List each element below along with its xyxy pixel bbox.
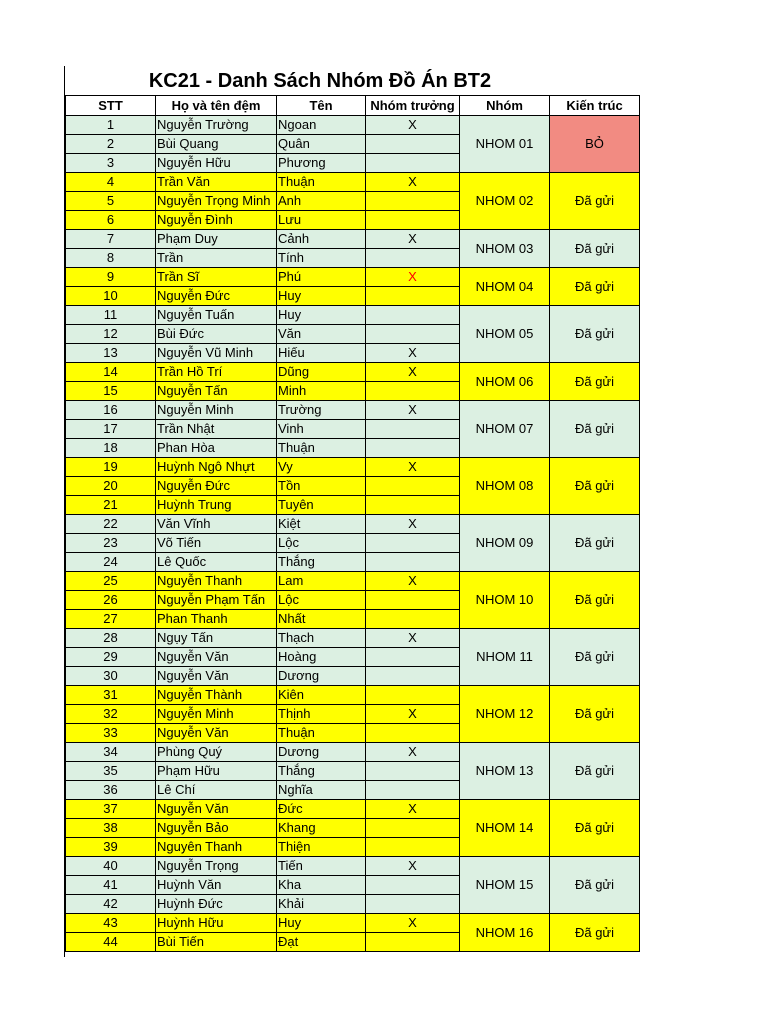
- cell-nhom[interactable]: NHOM 15: [460, 857, 550, 914]
- cell-nhom-truong[interactable]: X: [366, 458, 460, 477]
- cell-stt[interactable]: 10: [66, 287, 156, 306]
- cell-ho-ten-dem[interactable]: Võ Tiến: [156, 534, 277, 553]
- cell-kien-truc[interactable]: BỎ: [550, 116, 640, 173]
- cell-nhom-truong[interactable]: [366, 420, 460, 439]
- cell-ten[interactable]: Khải: [277, 895, 366, 914]
- cell-ho-ten-dem[interactable]: Trần Văn: [156, 173, 277, 192]
- cell-ho-ten-dem[interactable]: Nguyên Thanh: [156, 838, 277, 857]
- cell-stt[interactable]: 44: [66, 933, 156, 952]
- cell-ho-ten-dem[interactable]: Nguyễn Đình: [156, 211, 277, 230]
- cell-ho-ten-dem[interactable]: Phùng Quý: [156, 743, 277, 762]
- cell-stt[interactable]: 21: [66, 496, 156, 515]
- group-table: [65, 95, 640, 952]
- cell-ho-ten-dem[interactable]: Phan Thanh: [156, 610, 277, 629]
- table-row: [66, 800, 640, 819]
- cell-stt[interactable]: 32: [66, 705, 156, 724]
- table-row: [66, 363, 640, 382]
- cell-ten[interactable]: Lam: [277, 572, 366, 591]
- cell-nhom-truong[interactable]: [366, 154, 460, 173]
- table-row: [66, 116, 640, 135]
- cell-ten[interactable]: Phương: [277, 154, 366, 173]
- cell-nhom-truong[interactable]: [366, 819, 460, 838]
- cell-ho-ten-dem[interactable]: Huỳnh Văn: [156, 876, 277, 895]
- cell-ho-ten-dem[interactable]: Nguyễn Thanh: [156, 572, 277, 591]
- cell-nhom-truong[interactable]: [366, 686, 460, 705]
- cell-ten[interactable]: Quân: [277, 135, 366, 154]
- cell-nhom[interactable]: NHOM 16: [460, 914, 550, 952]
- cell-ten[interactable]: Huy: [277, 306, 366, 325]
- cell-stt[interactable]: 12: [66, 325, 156, 344]
- cell-ho-ten-dem[interactable]: Nguyễn Hữu: [156, 154, 277, 173]
- cell-ho-ten-dem[interactable]: Bùi Đức: [156, 325, 277, 344]
- cell-kien-truc[interactable]: Đã gửi: [550, 686, 640, 743]
- cell-nhom-truong[interactable]: X: [366, 857, 460, 876]
- cell-nhom-truong[interactable]: [366, 135, 460, 154]
- cell-nhom[interactable]: NHOM 02: [460, 173, 550, 230]
- cell-ten[interactable]: Ngoan: [277, 116, 366, 135]
- table-row: [66, 230, 640, 249]
- cell-ten[interactable]: Kha: [277, 876, 366, 895]
- table-row: [66, 857, 640, 876]
- cell-ho-ten-dem[interactable]: Nguyễn Phạm Tấn: [156, 591, 277, 610]
- cell-nhom-truong[interactable]: X: [366, 116, 460, 135]
- cell-stt[interactable]: 4: [66, 173, 156, 192]
- cell-ten[interactable]: Thịnh: [277, 705, 366, 724]
- cell-ten[interactable]: Trường: [277, 401, 366, 420]
- cell-nhom-truong[interactable]: X: [366, 363, 460, 382]
- table-row: [66, 401, 640, 420]
- cell-nhom-truong[interactable]: X: [366, 344, 460, 363]
- cell-stt[interactable]: 1: [66, 116, 156, 135]
- cell-nhom-truong[interactable]: [366, 895, 460, 914]
- cell-nhom[interactable]: NHOM 11: [460, 629, 550, 686]
- cell-ten[interactable]: Phú: [277, 268, 366, 287]
- cell-stt[interactable]: 34: [66, 743, 156, 762]
- cell-ho-ten-dem[interactable]: Bùi Tiến: [156, 933, 277, 952]
- cell-ho-ten-dem[interactable]: Nguyễn Văn: [156, 648, 277, 667]
- cell-kien-truc[interactable]: Đã gửi: [550, 268, 640, 306]
- cell-ten[interactable]: Tuyên: [277, 496, 366, 515]
- cell-nhom-truong[interactable]: X: [366, 230, 460, 249]
- cell-ten[interactable]: Kiệt: [277, 515, 366, 534]
- cell-nhom-truong[interactable]: X: [366, 800, 460, 819]
- cell-ten[interactable]: Dũng: [277, 363, 366, 382]
- cell-stt[interactable]: 38: [66, 819, 156, 838]
- cell-stt[interactable]: 2: [66, 135, 156, 154]
- cell-kien-truc[interactable]: Đã gửi: [550, 458, 640, 515]
- cell-ten[interactable]: Đạt: [277, 933, 366, 952]
- cell-stt[interactable]: 11: [66, 306, 156, 325]
- cell-ho-ten-dem[interactable]: Nguyễn Trọng: [156, 857, 277, 876]
- cell-ten[interactable]: Lưu: [277, 211, 366, 230]
- cell-stt[interactable]: 30: [66, 667, 156, 686]
- cell-ten[interactable]: Thuận: [277, 724, 366, 743]
- cell-nhom-truong[interactable]: X: [366, 705, 460, 724]
- cell-stt[interactable]: 40: [66, 857, 156, 876]
- cell-ho-ten-dem[interactable]: Huỳnh Hữu: [156, 914, 277, 933]
- cell-ho-ten-dem[interactable]: Nguyễn Văn: [156, 800, 277, 819]
- cell-stt[interactable]: 3: [66, 154, 156, 173]
- table-row: [66, 743, 640, 762]
- cell-ten[interactable]: Khang: [277, 819, 366, 838]
- table-row: [66, 173, 640, 192]
- cell-nhom-truong[interactable]: X: [366, 515, 460, 534]
- cell-nhom[interactable]: NHOM 08: [460, 458, 550, 515]
- table-row: [66, 914, 640, 933]
- table-row: [66, 572, 640, 591]
- cell-nhom-truong[interactable]: X: [366, 173, 460, 192]
- cell-ten[interactable]: Đức: [277, 800, 366, 819]
- cell-stt[interactable]: 25: [66, 572, 156, 591]
- cell-stt[interactable]: 33: [66, 724, 156, 743]
- cell-ten[interactable]: Tiến: [277, 857, 366, 876]
- cell-ten[interactable]: Huy: [277, 914, 366, 933]
- cell-ho-ten-dem[interactable]: Nguyễn Minh: [156, 401, 277, 420]
- cell-nhom[interactable]: NHOM 01: [460, 116, 550, 173]
- cell-kien-truc[interactable]: Đã gửi: [550, 743, 640, 800]
- cell-nhom[interactable]: NHOM 09: [460, 515, 550, 572]
- header-row: [66, 96, 640, 116]
- cell-ten[interactable]: Hiếu: [277, 344, 366, 363]
- cell-ho-ten-dem[interactable]: Nguyễn Văn: [156, 667, 277, 686]
- cell-kien-truc[interactable]: Đã gửi: [550, 857, 640, 914]
- cell-ten[interactable]: Thắng: [277, 553, 366, 572]
- cell-nhom-truong[interactable]: [366, 439, 460, 458]
- cell-ho-ten-dem[interactable]: Nguyễn Trọng Minh: [156, 192, 277, 211]
- cell-stt[interactable]: 20: [66, 477, 156, 496]
- cell-kien-truc[interactable]: Đã gửi: [550, 401, 640, 458]
- cell-ten[interactable]: Thuận: [277, 173, 366, 192]
- cell-ten[interactable]: Hoàng: [277, 648, 366, 667]
- cell-stt[interactable]: 37: [66, 800, 156, 819]
- cell-nhom-truong[interactable]: [366, 534, 460, 553]
- cell-ten[interactable]: Nghĩa: [277, 781, 366, 800]
- cell-ten[interactable]: Lộc: [277, 534, 366, 553]
- cell-nhom-truong[interactable]: X: [366, 268, 460, 287]
- cell-nhom[interactable]: NHOM 06: [460, 363, 550, 401]
- cell-ten[interactable]: Nhất: [277, 610, 366, 629]
- cell-nhom-truong[interactable]: [366, 325, 460, 344]
- cell-ho-ten-dem[interactable]: Nguyễn Tuấn: [156, 306, 277, 325]
- cell-stt[interactable]: 9: [66, 268, 156, 287]
- cell-ten[interactable]: Lộc: [277, 591, 366, 610]
- cell-kien-truc[interactable]: Đã gửi: [550, 230, 640, 268]
- cell-ten[interactable]: Vinh: [277, 420, 366, 439]
- cell-ten[interactable]: Tồn: [277, 477, 366, 496]
- cell-ho-ten-dem[interactable]: Nguyễn Bảo: [156, 819, 277, 838]
- cell-nhom-truong[interactable]: [366, 553, 460, 572]
- cell-nhom-truong[interactable]: [366, 781, 460, 800]
- cell-stt[interactable]: 27: [66, 610, 156, 629]
- cell-ho-ten-dem[interactable]: Phạm Duy: [156, 230, 277, 249]
- header-nhom[interactable]: Nhóm: [460, 96, 550, 116]
- cell-ho-ten-dem[interactable]: Nguyễn Trường: [156, 116, 277, 135]
- cell-ten[interactable]: Anh: [277, 192, 366, 211]
- cell-ho-ten-dem[interactable]: Phạm Hữu: [156, 762, 277, 781]
- cell-ten[interactable]: Thắng: [277, 762, 366, 781]
- cell-nhom[interactable]: NHOM 10: [460, 572, 550, 629]
- cell-stt[interactable]: 13: [66, 344, 156, 363]
- cell-stt[interactable]: 35: [66, 762, 156, 781]
- cell-ho-ten-dem[interactable]: Trần: [156, 249, 277, 268]
- cell-nhom-truong[interactable]: [366, 591, 460, 610]
- cell-nhom-truong[interactable]: X: [366, 572, 460, 591]
- cell-stt[interactable]: 14: [66, 363, 156, 382]
- cell-nhom-truong[interactable]: X: [366, 401, 460, 420]
- cell-ho-ten-dem[interactable]: Nguyễn Minh: [156, 705, 277, 724]
- cell-ho-ten-dem[interactable]: Nguyễn Vũ Minh: [156, 344, 277, 363]
- cell-stt[interactable]: 28: [66, 629, 156, 648]
- cell-nhom-truong[interactable]: [366, 477, 460, 496]
- cell-stt[interactable]: 39: [66, 838, 156, 857]
- cell-nhom-truong[interactable]: X: [366, 743, 460, 762]
- cell-nhom[interactable]: NHOM 03: [460, 230, 550, 268]
- cell-stt[interactable]: 43: [66, 914, 156, 933]
- cell-ho-ten-dem[interactable]: Nguyễn Văn: [156, 724, 277, 743]
- cell-nhom-truong[interactable]: [366, 838, 460, 857]
- cell-ten[interactable]: Dương: [277, 667, 366, 686]
- cell-kien-truc[interactable]: Đã gửi: [550, 914, 640, 952]
- cell-stt[interactable]: 26: [66, 591, 156, 610]
- cell-ho-ten-dem[interactable]: Huỳnh Ngô Nhựt: [156, 458, 277, 477]
- cell-ten[interactable]: Huy: [277, 287, 366, 306]
- cell-nhom-truong[interactable]: [366, 610, 460, 629]
- cell-ho-ten-dem[interactable]: Lê Chí: [156, 781, 277, 800]
- cell-nhom[interactable]: NHOM 04: [460, 268, 550, 306]
- cell-ho-ten-dem[interactable]: Phan Hòa: [156, 439, 277, 458]
- cell-stt[interactable]: 24: [66, 553, 156, 572]
- cell-ho-ten-dem[interactable]: Trần Nhật: [156, 420, 277, 439]
- cell-nhom-truong[interactable]: [366, 192, 460, 211]
- table-row: [66, 686, 640, 705]
- cell-ho-ten-dem[interactable]: Văn Vĩnh: [156, 515, 277, 534]
- cell-nhom-truong[interactable]: [366, 762, 460, 781]
- cell-ten[interactable]: Thuận: [277, 439, 366, 458]
- cell-nhom-truong[interactable]: [366, 249, 460, 268]
- cell-nhom-truong[interactable]: [366, 211, 460, 230]
- cell-ten[interactable]: Dương: [277, 743, 366, 762]
- cell-ho-ten-dem[interactable]: Nguyễn Tấn: [156, 382, 277, 401]
- cell-nhom-truong[interactable]: X: [366, 914, 460, 933]
- cell-kien-truc[interactable]: Đã gửi: [550, 515, 640, 572]
- cell-nhom-truong[interactable]: [366, 306, 460, 325]
- cell-stt[interactable]: 15: [66, 382, 156, 401]
- cell-stt[interactable]: 29: [66, 648, 156, 667]
- cell-nhom-truong[interactable]: [366, 496, 460, 515]
- cell-nhom-truong[interactable]: X: [366, 629, 460, 648]
- cell-nhom[interactable]: NHOM 07: [460, 401, 550, 458]
- header-nhom-truong[interactable]: Nhóm trưởng: [366, 96, 460, 116]
- table-row: [66, 515, 640, 534]
- cell-stt[interactable]: 7: [66, 230, 156, 249]
- cell-kien-truc[interactable]: Đã gửi: [550, 363, 640, 401]
- cell-ho-ten-dem[interactable]: Trần Hồ Trí: [156, 363, 277, 382]
- cell-stt[interactable]: 23: [66, 534, 156, 553]
- cell-stt[interactable]: 5: [66, 192, 156, 211]
- cell-stt[interactable]: 6: [66, 211, 156, 230]
- cell-nhom[interactable]: NHOM 05: [460, 306, 550, 363]
- cell-ho-ten-dem[interactable]: Bùi Quang: [156, 135, 277, 154]
- cell-nhom-truong[interactable]: [366, 724, 460, 743]
- cell-nhom-truong[interactable]: [366, 382, 460, 401]
- cell-ten[interactable]: Vy: [277, 458, 366, 477]
- cell-ho-ten-dem[interactable]: Lê Quốc: [156, 553, 277, 572]
- cell-ten[interactable]: Thạch: [277, 629, 366, 648]
- header-kien-truc[interactable]: Kiến trúc: [550, 96, 640, 116]
- cell-nhom-truong[interactable]: [366, 648, 460, 667]
- cell-nhom[interactable]: NHOM 13: [460, 743, 550, 800]
- cell-kien-truc[interactable]: Đã gửi: [550, 306, 640, 363]
- table-row: [66, 268, 640, 287]
- table-row: [66, 458, 640, 477]
- cell-stt[interactable]: 22: [66, 515, 156, 534]
- cell-ho-ten-dem[interactable]: Huỳnh Đức: [156, 895, 277, 914]
- cell-nhom[interactable]: NHOM 12: [460, 686, 550, 743]
- cell-nhom[interactable]: NHOM 14: [460, 800, 550, 857]
- cell-stt[interactable]: 8: [66, 249, 156, 268]
- cell-nhom-truong[interactable]: [366, 667, 460, 686]
- cell-kien-truc[interactable]: Đã gửi: [550, 173, 640, 230]
- cell-stt[interactable]: 42: [66, 895, 156, 914]
- cell-nhom-truong[interactable]: [366, 933, 460, 952]
- cell-ho-ten-dem[interactable]: Ngụy Tấn: [156, 629, 277, 648]
- cell-stt[interactable]: 18: [66, 439, 156, 458]
- cell-ten[interactable]: Tính: [277, 249, 366, 268]
- table-row: [66, 306, 640, 325]
- table-body: [66, 116, 640, 952]
- cell-kien-truc[interactable]: Đã gửi: [550, 572, 640, 629]
- sheet-title: KC21 - Danh Sách Nhóm Đồ Án BT2: [148, 70, 492, 92]
- cell-ho-ten-dem[interactable]: Trần Sĩ: [156, 268, 277, 287]
- cell-ten[interactable]: Kiên: [277, 686, 366, 705]
- cell-stt[interactable]: 19: [66, 458, 156, 477]
- header-ho-ten-dem[interactable]: Họ và tên đệm: [156, 96, 277, 116]
- cell-nhom-truong[interactable]: [366, 876, 460, 895]
- header-ten[interactable]: Tên: [277, 96, 366, 116]
- cell-kien-truc[interactable]: Đã gửi: [550, 629, 640, 686]
- cell-ho-ten-dem[interactable]: Nguyễn Đức: [156, 477, 277, 496]
- cell-stt[interactable]: 16: [66, 401, 156, 420]
- cell-stt[interactable]: 31: [66, 686, 156, 705]
- cell-kien-truc[interactable]: Đã gửi: [550, 800, 640, 857]
- header-stt[interactable]: STT: [66, 96, 156, 116]
- cell-ten[interactable]: Minh: [277, 382, 366, 401]
- cell-ten[interactable]: Cảnh: [277, 230, 366, 249]
- cell-ho-ten-dem[interactable]: Huỳnh Trung: [156, 496, 277, 515]
- table-row: [66, 629, 640, 648]
- cell-nhom-truong[interactable]: [366, 287, 460, 306]
- cell-ho-ten-dem[interactable]: Nguyễn Thành: [156, 686, 277, 705]
- cell-stt[interactable]: 36: [66, 781, 156, 800]
- cell-ten[interactable]: Văn: [277, 325, 366, 344]
- cell-stt[interactable]: 17: [66, 420, 156, 439]
- cell-ho-ten-dem[interactable]: Nguyễn Đức: [156, 287, 277, 306]
- cell-stt[interactable]: 41: [66, 876, 156, 895]
- cell-ten[interactable]: Thiện: [277, 838, 366, 857]
